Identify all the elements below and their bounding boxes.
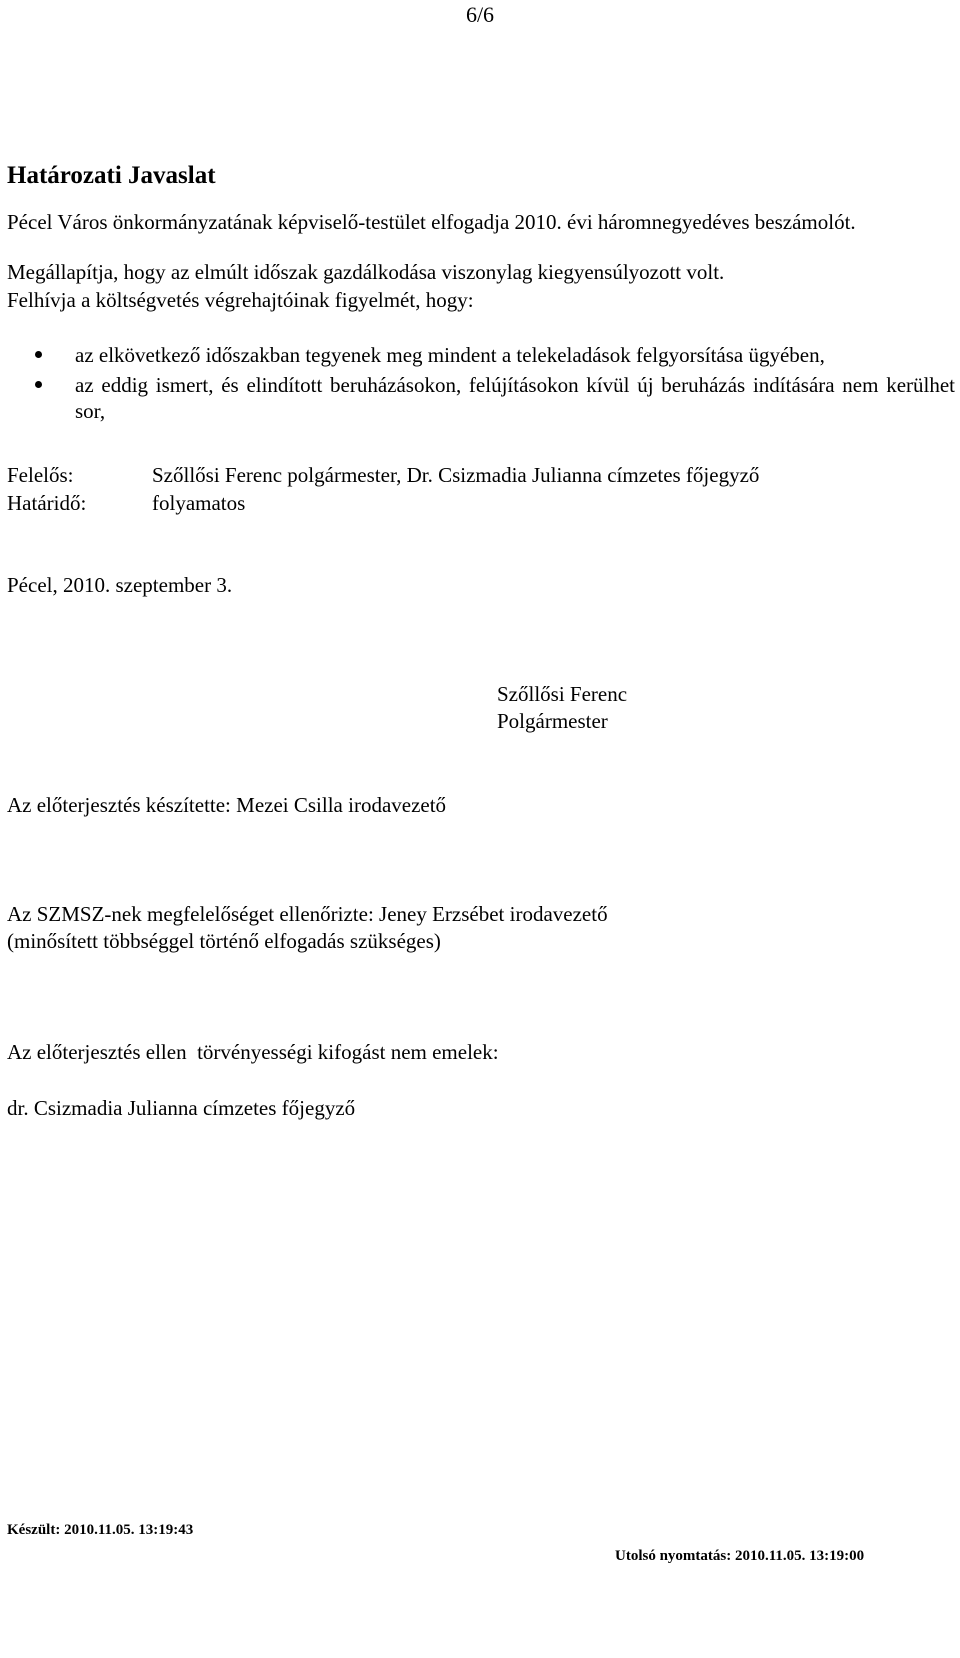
footer-last-printed: Utolsó nyomtatás: 2010.11.05. 13:19:00 — [615, 1548, 865, 1564]
responsible-value: Szőllősi Ferenc polgármester, Dr. Csizmadia Julianna címzetes főjegyző — [152, 463, 760, 487]
responsible-label: Felelős: — [7, 463, 74, 487]
document-title: Határozati Javaslat — [7, 162, 216, 189]
footer-created: Készült: 2010.11.05. 13:19:43 — [7, 1522, 194, 1538]
deadline-label: Határidő: — [7, 491, 87, 515]
list-item — [7, 372, 955, 424]
qualified-majority-note: (minősített többséggel történő elfogadás szükséges) — [7, 929, 441, 953]
list-item-text: az elkövetkező időszakban tegyenek meg mindent a telekeladások felgyorsítása ügyében, — [75, 343, 825, 367]
notary-signature: dr. Csizmadia Julianna címzetes főjegyző — [7, 1096, 356, 1120]
paragraph-finding: Megállapítja, hogy az elmúlt időszak gazdálkodása viszonylag kiegyensúlyozott volt. — [7, 260, 725, 284]
prepared-by: Az előterjesztés készítette: Mezei Csilla irodavezető — [7, 793, 447, 817]
bullet-icon — [7, 372, 75, 424]
paragraph-acceptance: Pécel Város önkormányzatának képviselő-testület elfogadja 2010. évi háromnegyedéves beszámolót. — [7, 210, 856, 234]
page-number: 6/6 — [465, 2, 495, 27]
signer-name: Szőllősi Ferenc — [497, 682, 628, 706]
signer-title: Polgármester — [497, 709, 608, 733]
list-item-text: az eddig ismert, és elindított beruházásokon, felújításokon kívül új beruházás indítására nem kerülhet sor, — [75, 373, 955, 423]
deadline-value: folyamatos — [152, 491, 246, 515]
list-item — [7, 342, 955, 368]
place-date: Pécel, 2010. szeptember 3. — [7, 573, 233, 597]
bullet-list — [7, 342, 955, 424]
paragraph-call: Felhívja a költségvetés végrehajtóinak figyelmét, hogy: — [7, 288, 474, 312]
legal-objection: Az előterjesztés ellen törvényességi kifogást nem emelek: — [7, 1040, 499, 1064]
smsz-check: Az SZMSZ-nek megfelelőséget ellenőrizte: Jeney Erzsébet irodavezető — [7, 902, 608, 926]
bullet-icon — [7, 342, 75, 368]
